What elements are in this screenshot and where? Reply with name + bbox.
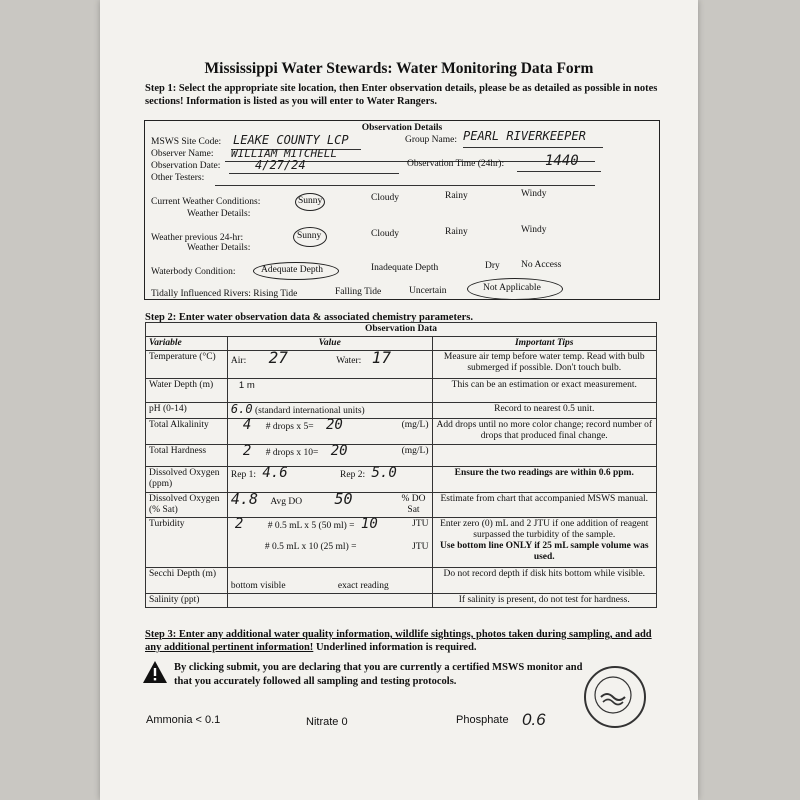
tide-uncertain[interactable]: Uncertain bbox=[409, 286, 447, 296]
do-variable: Dissolved Oxygen (ppm) bbox=[146, 467, 228, 493]
alkalinity-unit: (mg/L) bbox=[401, 420, 429, 430]
dosat-unit: % DO Sat bbox=[401, 494, 426, 515]
table-row bbox=[146, 419, 657, 445]
col-tips: Important Tips bbox=[432, 337, 657, 351]
step3-instructions: Step 3: Enter any additional water quality information, wildlife sightings, photos taken during sampling, and add any additional pertinent information! Underlined information is required. bbox=[145, 629, 652, 653]
form-title: Mississippi Water Stewards: Water Monitoring Data Form bbox=[204, 60, 594, 77]
table-row bbox=[146, 518, 657, 568]
form-paper bbox=[100, 0, 698, 800]
turbidity-unit-2: JTU bbox=[412, 542, 429, 552]
dosat-variable: Dissolved Oxygen (% Sat) bbox=[146, 493, 228, 518]
salinity-variable: Salinity (ppt) bbox=[146, 594, 228, 608]
site-code-value[interactable]: LEAKE COUNTY LCP bbox=[233, 133, 349, 147]
depth-variable: Water Depth (m) bbox=[146, 379, 228, 403]
other-testers-label: Other Testers: bbox=[151, 173, 205, 183]
site-code-label: MSWS Site Code: bbox=[151, 137, 222, 147]
weather-prev-rainy[interactable]: Rainy bbox=[445, 227, 468, 237]
observer-name-label: Observer Name: bbox=[151, 149, 214, 159]
table-row bbox=[146, 445, 657, 467]
turbidity-count[interactable]: 2 bbox=[234, 516, 244, 532]
turbidity-value[interactable]: 10 bbox=[360, 516, 378, 532]
turbidity-tip-bold: Use bottom line ONLY if 25 mL sample volume was used. bbox=[439, 541, 649, 562]
weather-rainy[interactable]: Rainy bbox=[445, 191, 468, 201]
turbidity-unit: JTU bbox=[412, 519, 429, 529]
temp-water-value[interactable]: 17 bbox=[371, 348, 391, 367]
turbidity-line2: # 0.5 mL x 10 (25 ml) = bbox=[264, 542, 357, 552]
observation-details-box bbox=[144, 120, 660, 300]
dosat-tip: Estimate from chart that accompanied MSWS manual. bbox=[432, 493, 657, 518]
turbidity-line1: # 0.5 mL x 5 (50 ml) = bbox=[267, 521, 355, 531]
ph-value[interactable]: 6.0 bbox=[230, 402, 253, 416]
weather-windy[interactable]: Windy bbox=[521, 189, 547, 199]
weather-prev-sunny[interactable]: Sunny bbox=[297, 231, 322, 241]
nitrate-reading: Nitrate 0 bbox=[306, 716, 348, 728]
table-row bbox=[146, 568, 657, 594]
tide-not-applicable[interactable]: Not Applicable bbox=[483, 283, 541, 293]
do-rep1-value[interactable]: 4.6 bbox=[262, 465, 288, 481]
do-rep2-value[interactable]: 5.0 bbox=[371, 465, 397, 481]
table-row bbox=[146, 467, 657, 493]
alkalinity-drops[interactable]: 4 bbox=[242, 417, 252, 433]
weather-prev-details-label: Weather Details: bbox=[187, 243, 251, 253]
dosat-avg-value[interactable]: 4.8 bbox=[230, 490, 258, 508]
waterbody-dry[interactable]: Dry bbox=[485, 261, 500, 271]
temp-air-label: Air: bbox=[230, 356, 247, 366]
hardness-value[interactable]: 20 bbox=[330, 443, 348, 459]
dosat-value[interactable]: 50 bbox=[334, 490, 353, 508]
observer-name-value[interactable]: WILLIAM MITCHELL bbox=[231, 147, 337, 160]
weather-sunny[interactable]: Sunny bbox=[298, 196, 323, 206]
phosphate-label: Phosphate bbox=[456, 714, 509, 726]
observation-details-header: Observation Details bbox=[361, 123, 443, 133]
observation-date-value[interactable]: 4/27/24 bbox=[255, 158, 306, 172]
hardness-variable: Total Hardness bbox=[146, 445, 228, 467]
do-rep2-label: Rep 2: bbox=[340, 470, 366, 480]
observation-time-label: Observation Time (24hr): bbox=[407, 159, 505, 169]
current-weather-label: Current Weather Conditions: bbox=[151, 197, 261, 207]
table-row bbox=[146, 403, 657, 419]
hardness-drops[interactable]: 2 bbox=[242, 443, 252, 459]
table-row bbox=[146, 351, 657, 379]
alkalinity-multiplier: # drops x 5= bbox=[265, 422, 314, 432]
phosphate-value[interactable]: 0.6 bbox=[522, 710, 546, 729]
alkalinity-variable: Total Alkalinity bbox=[146, 419, 228, 445]
ammonia-reading: Ammonia < 0.1 bbox=[146, 714, 221, 726]
table-row bbox=[146, 493, 657, 518]
tide-falling[interactable]: Falling Tide bbox=[335, 287, 382, 297]
alkalinity-tip: Add drops until no more color change; record number of drops that produced final change. bbox=[432, 419, 657, 445]
waterbody-condition-label: Waterbody Condition: bbox=[151, 267, 236, 277]
warning-icon bbox=[142, 660, 168, 684]
weather-details-label: Weather Details: bbox=[187, 209, 251, 219]
declaration-text: By clicking submit, you are declaring that you are currently a certified MSWS monitor and that you accurately followed all sampling and testing protocols. bbox=[174, 662, 583, 687]
col-value: Value bbox=[227, 337, 432, 351]
depth-tip: This can be an estimation or exact measurement. bbox=[432, 379, 657, 403]
hardness-unit: (mg/L) bbox=[401, 446, 429, 456]
temp-variable: Temperature (°C) bbox=[146, 351, 228, 379]
waterbody-adequate[interactable]: Adequate Depth bbox=[261, 265, 323, 275]
observation-data-header: Observation Data bbox=[146, 323, 657, 337]
secchi-variable: Secchi Depth (m) bbox=[146, 568, 228, 594]
observation-date-label: Observation Date: bbox=[151, 161, 221, 171]
weather-prev-windy[interactable]: Windy bbox=[521, 225, 547, 235]
ph-tip: Record to nearest 0.5 unit. bbox=[432, 403, 657, 419]
salinity-tip: If salinity is present, do not test for hardness. bbox=[432, 594, 657, 608]
temp-water-label: Water: bbox=[336, 356, 362, 366]
hardness-multiplier: # drops x 10= bbox=[265, 448, 319, 458]
group-name-value[interactable]: PEARL RIVERKEEPER bbox=[463, 129, 586, 143]
alkalinity-value[interactable]: 20 bbox=[325, 417, 343, 433]
step1-instructions: Step 1: Select the appropriate site location, then Enter observation details, please be as detailed as possible in notes sections! Information is listed as you will enter to Water Rangers. bbox=[145, 83, 658, 107]
do-tip: Ensure the two readings are within 0.6 ppm. bbox=[432, 467, 657, 493]
secchi-bottom-visible: bottom visible bbox=[230, 581, 286, 591]
observation-data-table bbox=[145, 322, 657, 608]
secchi-tip: Do not record depth if disk hits bottom while visible. bbox=[432, 568, 657, 594]
tidal-label: Tidally Influenced Rivers: Rising Tide bbox=[151, 289, 298, 299]
temp-air-value[interactable]: 27 bbox=[268, 348, 288, 367]
col-variable: Variable bbox=[146, 337, 228, 351]
turbidity-tip: Enter zero (0) mL and 2 JTU if one addition of reagent surpassed the turbidity of the sample. bbox=[440, 519, 649, 540]
table-row bbox=[146, 594, 657, 608]
ph-variable: pH (0-14) bbox=[146, 403, 228, 419]
weather-prev-cloudy[interactable]: Cloudy bbox=[371, 229, 399, 239]
observation-time-value[interactable]: 1440 bbox=[545, 153, 579, 169]
weather-prev-label: Weather previous 24-hr: bbox=[151, 233, 244, 243]
temp-tip: Measure air temp before water temp. Read with bulb submerged if possible. Don't touch bulb. bbox=[432, 351, 657, 379]
weather-cloudy[interactable]: Cloudy bbox=[371, 193, 399, 203]
table-row bbox=[146, 379, 657, 403]
turbidity-variable: Turbidity bbox=[146, 518, 228, 568]
msws-logo bbox=[584, 666, 646, 728]
step2-instructions: Step 2: Enter water observation data & associated chemistry parameters. bbox=[145, 312, 473, 323]
waterbody-no-access[interactable]: No Access bbox=[521, 260, 562, 270]
waterbody-inadequate[interactable]: Inadequate Depth bbox=[371, 263, 439, 273]
ph-unit: (standard international units) bbox=[254, 406, 365, 416]
depth-value[interactable]: 1 m bbox=[238, 380, 255, 391]
do-rep1-label: Rep 1: bbox=[230, 470, 256, 480]
group-name-label: Group Name: bbox=[405, 135, 457, 145]
dosat-avg-label: Avg DO bbox=[270, 497, 303, 507]
secchi-exact-reading: exact reading bbox=[337, 581, 389, 591]
